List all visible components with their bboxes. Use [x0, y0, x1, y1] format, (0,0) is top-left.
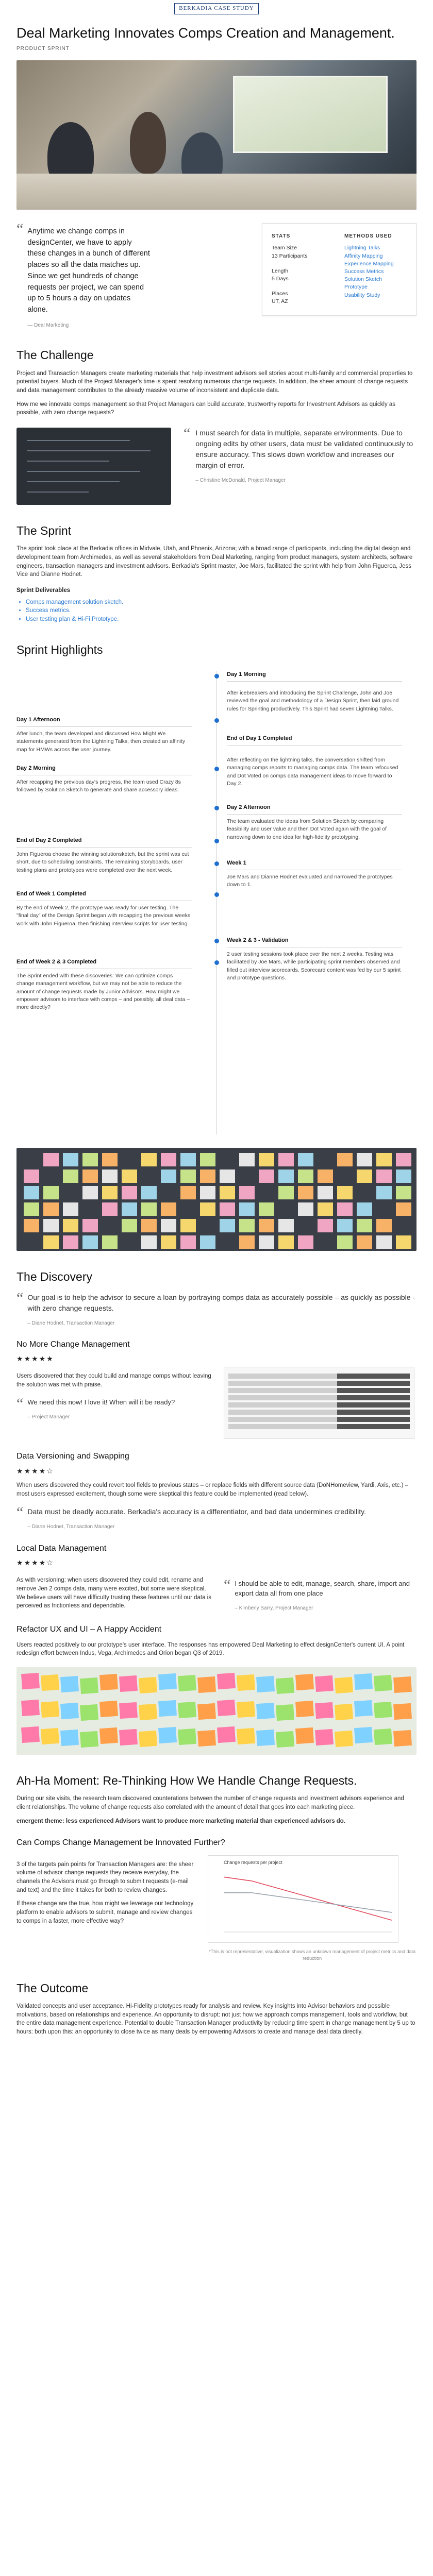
- sticky-note: [298, 1170, 313, 1183]
- challenge-paragraph: How me we innovate comps management so that Project Managers can build accurate, trustworthy reports for Investment Advisors as quickly as possible, with zero change requests?: [16, 401, 396, 416]
- sticky-note: [357, 1219, 372, 1232]
- sticky-note: [60, 1730, 79, 1746]
- challenge-paragraph: Project and Transaction Managers create marketing materials that help investment advisors sell stories about multi-family and commercial properties to potential buyers. Much of the Project Manager's time is spent resolving numerous change requests. In addition, the sheer amount of change requests and data management contributes to the already massive volume of inconsistent and duplicate data.: [16, 370, 413, 394]
- aha-paragraph: 3 of the targets pain points for Transaction Managers are: the sheer volume of advisor change requests they receive everyday, the channels the Advisors must go through to submit requests (e-mail and text) and the time it takes for both to review changes.: [16, 1861, 194, 1893]
- sticky-note: [276, 1704, 294, 1721]
- sticky-note: [102, 1235, 118, 1249]
- timeline-item: [16, 890, 192, 928]
- sticky-note: [256, 1730, 275, 1746]
- sticky-note: [376, 1186, 392, 1199]
- sticky-note: [180, 1170, 196, 1183]
- timeline-item: [227, 937, 402, 982]
- sticky-note: [43, 1153, 59, 1166]
- challenge-quote-attribution: – Christine McDonald, Project Manager: [195, 478, 286, 484]
- timeline-text: After icebreakers and introducing the Sprint Challenge, John and Joe reviewed the goal and methodology of a Design Sprint, then laid ground rules for Sprinting productively. This Sprint had seven Lightning Talks.: [227, 690, 399, 712]
- sticky-note: [43, 1235, 59, 1249]
- sticky-note: [337, 1202, 353, 1216]
- timeline-dot: [214, 767, 219, 771]
- rating-stars: ★★★★★: [16, 1354, 54, 1363]
- sticky-note: [337, 1186, 353, 1199]
- sticky-note: [357, 1153, 372, 1166]
- sticky-note: [82, 1235, 98, 1249]
- timeline-title: Day 2 Morning: [16, 765, 192, 775]
- timeline-text: The team evaluated the ideas from Solution Sketch by comparing feasibility and user value and then Dot Voted again with the goal of narrowing down to one idea for high-fidelity prototyping.: [227, 818, 387, 840]
- hero-quote-attribution: — Deal Marketing: [27, 322, 69, 328]
- sticky-note: [24, 1202, 39, 1216]
- sticky-note: [217, 1673, 236, 1689]
- sticky-note: [295, 1674, 314, 1690]
- timeline-title: End of Week 1 Completed: [16, 890, 192, 901]
- timeline-item: [227, 735, 402, 745]
- sticky-note: [295, 1727, 314, 1744]
- rating-stars: ★★★★☆: [16, 1558, 54, 1567]
- method-link[interactable]: Solution Sketch: [344, 276, 382, 283]
- sticky-note: [295, 1701, 314, 1717]
- sticky-note: [82, 1153, 98, 1166]
- hero-quote-text: Anytime we change comps in designCenter, we have to apply these changes in a bunch of different places so all the data matches up. Since we get hundreds of change requests per project, we can spend up to 5 hours a day on updates alone.: [27, 227, 150, 314]
- timeline-item: [16, 716, 192, 754]
- method-link[interactable]: Experience Mapping: [344, 260, 394, 267]
- sticky-note: [180, 1153, 196, 1166]
- sticky-note: [21, 1726, 40, 1743]
- timeline-dot: [214, 806, 219, 810]
- sticky-note: [298, 1202, 313, 1216]
- sticky-note: [80, 1704, 98, 1721]
- sticky-note: [178, 1675, 196, 1691]
- timeline-item: [227, 686, 402, 713]
- sticky-note: [376, 1170, 392, 1183]
- sticky-note: [82, 1219, 98, 1232]
- aha-subheading: Can Comps Change Management be Innovated Further?: [16, 1838, 225, 1848]
- sticky-note: [276, 1731, 294, 1748]
- mm-quote: We need this now! I love it! When will it be ready?: [27, 1398, 175, 1406]
- timeline-title: Day 2 Afternoon: [227, 804, 402, 815]
- deliverable-link[interactable]: • Comps management solution sketch.: [26, 598, 417, 607]
- timeline-dot: [214, 939, 219, 943]
- timeline-title: End of Day 2 Completed: [16, 837, 192, 848]
- sticky-note: [298, 1186, 313, 1199]
- sticky-note: [354, 1727, 373, 1743]
- stats-heading: STATS: [272, 233, 291, 239]
- sticky-note: [197, 1730, 216, 1747]
- quote-icon: “: [16, 1395, 24, 1412]
- stat-label: Length: [272, 267, 289, 274]
- timeline-text: The Sprint ended with these discoveries: We can optimize comps change management workflow, but we may not be able to reduce the amount of change requests made by Junior Advisors. How might we empower advisors to interface with comps – and possibly, all deal data – more directly?: [16, 973, 190, 1010]
- sticky-note: [122, 1170, 137, 1183]
- sticky-note: [239, 1202, 255, 1216]
- sticky-note: [122, 1219, 137, 1232]
- sticky-note: [24, 1186, 39, 1199]
- sticky-note: [102, 1153, 118, 1166]
- sticky-note: [217, 1700, 236, 1716]
- sticky-note: [139, 1704, 157, 1720]
- sticky-note: [200, 1153, 215, 1166]
- sticky-note: [139, 1677, 157, 1693]
- discovery-quote-attribution: – Diane Hodnet, Transaction Manager: [27, 1320, 115, 1326]
- sticky-note: [259, 1153, 274, 1166]
- mm-heading: No More Change Management: [16, 1340, 130, 1349]
- timeline-item: [16, 765, 192, 794]
- sticky-note: [396, 1235, 411, 1249]
- sticky-note: [21, 1700, 40, 1716]
- dv-quote-attribution: – Diane Hodnet, Transaction Manager: [27, 1524, 115, 1530]
- timeline-text: John Figueroa choose the winning solutionsketch, but the sprint was cut short, due to scheduling constraints. The remaining storyboards, user testing plans and prototypes were completed over the next week.: [16, 851, 189, 873]
- sticky-note: [63, 1153, 78, 1166]
- sticky-note: [278, 1153, 294, 1166]
- timeline-title: End of Week 2 & 3 Completed: [16, 958, 192, 969]
- sticky-note: [315, 1702, 334, 1719]
- challenge-heading: The Challenge: [16, 348, 94, 362]
- method-link[interactable]: Affinity Mapping: [344, 252, 383, 259]
- chart-title: Change requests per project: [224, 1859, 282, 1865]
- timeline-item: [16, 837, 192, 874]
- sticky-note: [41, 1701, 59, 1718]
- sticky-note: [60, 1676, 79, 1692]
- sticky-note: [237, 1728, 255, 1744]
- page-title: Deal Marketing Innovates Comps Creation and Management.: [16, 25, 395, 41]
- sticky-note: [396, 1186, 411, 1199]
- change-requests-chart: [208, 1855, 398, 1943]
- sticky-note: [396, 1153, 411, 1166]
- sticky-notes-photo: [16, 1148, 417, 1251]
- sprint-timeline: [16, 671, 417, 1134]
- sticky-note: [239, 1235, 255, 1249]
- timeline-item: [227, 753, 402, 788]
- sticky-note: [396, 1170, 411, 1183]
- sticky-note: [63, 1235, 78, 1249]
- ux-heading: Refactor UX and UI – A Happy Accident: [16, 1625, 162, 1634]
- whiteboard-photo: [16, 1667, 417, 1755]
- sticky-note: [99, 1727, 118, 1744]
- aha-theme: emergent theme: less experienced Advisors want to produce more marketing material than experienced advisors do.: [16, 1818, 346, 1824]
- quote-icon: “: [184, 425, 191, 443]
- ux-text: Users reacted positively to our prototype's user interface. The responses has empowered Deal Marketing to effect designCenter's current UI. A point redesign effort between Indus, Vega, Archimedes and Orion began Q3 of 2019.: [16, 1641, 405, 1657]
- top-bar: [16, 0, 417, 18]
- timeline-text: After reflecting on the lightning talks, the conversation shifted from managing comps reports to managing comps data. The team refocused and Dot Voted on comps data management ideas to move forward to Day 2.: [227, 757, 398, 787]
- sticky-note: [220, 1202, 235, 1216]
- sticky-note: [41, 1674, 59, 1691]
- method-link[interactable]: Prototype: [344, 284, 368, 291]
- sticky-note: [335, 1704, 353, 1720]
- sticky-note: [376, 1235, 392, 1249]
- ldm-text: As with versioning: when users discovered they could edit, rename and remove Jen 2 comps data, many were excited, but some were skeptical. We believe users will have difficulty trusting these features until our data is perceived as frictionless and dependable.: [16, 1577, 211, 1609]
- sticky-note: [315, 1675, 334, 1692]
- timeline-dot: [214, 861, 219, 866]
- ldm-quote-attribution: – Kimberly Sarry, Project Manager: [235, 1605, 313, 1611]
- deliverables-list: [16, 598, 417, 624]
- sticky-note: [220, 1186, 235, 1199]
- sticky-note: [102, 1186, 118, 1199]
- quote-icon: “: [224, 1577, 231, 1594]
- sticky-note: [259, 1170, 274, 1183]
- timeline-item: [227, 859, 402, 889]
- sticky-note: [393, 1703, 412, 1720]
- outcome-heading: The Outcome: [16, 1981, 89, 1995]
- app-screenshot: [16, 428, 171, 505]
- sticky-note: [256, 1703, 275, 1719]
- sticky-note: [141, 1235, 157, 1249]
- sticky-note: [41, 1728, 59, 1744]
- sticky-note: [24, 1219, 39, 1232]
- sticky-note: [80, 1731, 98, 1748]
- sticky-note: [141, 1202, 157, 1216]
- sticky-note: [161, 1219, 176, 1232]
- stat-value: 5 Days: [272, 276, 289, 282]
- sticky-note: [180, 1186, 196, 1199]
- method-link[interactable]: Lightning Talks: [344, 245, 380, 251]
- sticky-note: [278, 1219, 294, 1232]
- timeline-axis: [216, 671, 217, 1134]
- sticky-note: [337, 1235, 353, 1249]
- timeline-item: [227, 671, 402, 682]
- timeline-text: After recapping the previous day's progress, the team used Crazy 8s followed by Solution Sketch to generate and share accessory ideas.: [16, 779, 181, 793]
- sticky-note: [374, 1728, 392, 1745]
- sticky-note: [315, 1729, 334, 1745]
- sticky-note: [374, 1702, 392, 1718]
- timeline-text: 2 user testing sessions took place over the next 2 weeks. Testing was facilitated by Joe Mars, while participating sprint members observed and filled out interview scorecards. Scorecard content was fed by our 5 sprint and prototype questions.: [227, 951, 401, 981]
- sticky-note: [259, 1219, 274, 1232]
- sticky-note: [200, 1235, 215, 1249]
- sticky-note: [278, 1235, 294, 1249]
- sticky-note: [200, 1186, 215, 1199]
- sprint-heading: The Sprint: [16, 524, 72, 538]
- sticky-note: [393, 1730, 412, 1747]
- sticky-note: [298, 1235, 313, 1249]
- sticky-note: [318, 1170, 333, 1183]
- sticky-note: [239, 1153, 255, 1166]
- sticky-note: [376, 1153, 392, 1166]
- sticky-note: [335, 1677, 353, 1693]
- sticky-note: [376, 1219, 392, 1232]
- timeline-text: Joe Mars and Dianne Hodnet evaluated and narrowed the prototypes down to 1.: [227, 874, 393, 888]
- sticky-note: [197, 1676, 216, 1693]
- stat-label: Places: [272, 291, 288, 297]
- sticky-note: [357, 1235, 372, 1249]
- sticky-note: [357, 1202, 372, 1216]
- quote-icon: “: [16, 220, 24, 238]
- series-line: [224, 1892, 392, 1912]
- deliverable-link[interactable]: • User testing plan & Hi-Fi Prototype.: [26, 615, 417, 624]
- timeline-dot: [214, 718, 219, 723]
- sticky-note: [99, 1701, 118, 1717]
- sticky-note: [158, 1673, 177, 1690]
- timeline-title: Day 1 Morning: [227, 671, 402, 682]
- highlights-heading: Sprint Highlights: [16, 642, 103, 656]
- projector-screen: [233, 76, 388, 153]
- sticky-note: [43, 1202, 59, 1216]
- sticky-note: [99, 1674, 118, 1690]
- timeline-dot: [214, 839, 219, 843]
- sticky-note: [119, 1675, 138, 1692]
- method-link[interactable]: Success Metrics: [344, 268, 384, 275]
- sticky-note: [298, 1153, 313, 1166]
- sticky-note: [239, 1186, 255, 1199]
- sticky-note: [396, 1202, 411, 1216]
- sticky-note: [161, 1153, 176, 1166]
- case-study-badge: BERKADIA CASE STUDY: [174, 3, 259, 14]
- sticky-note: [141, 1153, 157, 1166]
- sticky-note: [139, 1731, 157, 1747]
- sticky-note: [178, 1702, 196, 1718]
- sticky-note: [335, 1731, 353, 1747]
- sticky-note: [200, 1170, 215, 1183]
- methods-heading: METHODS USED: [344, 233, 392, 239]
- dv-heading: Data Versioning and Swapping: [16, 1452, 129, 1461]
- sprint-paragraph: The sprint took place at the Berkadia offices in Midvale, Utah, and Phoenix, Arizona; with a broad range of participants, including the digital design and development team from Archimedes, as well as several stakeholders from Deal Marketing, ranging from product managers, system architects, software engineers, transaction managers and investment advisors. Berkadia's Sprint master, Joe Mars, facilitated the sprint with help from John Figueroa, Jess Vice and Dianne Hodnet.: [16, 546, 413, 578]
- challenge-quote: I must search for data in multiple, separate environments. Due to ongoing edits by other users, data must be validated continuously to ensure accuracy. This slows down workflow and increases our margin of error.: [195, 429, 413, 470]
- stat-label: Team Size: [272, 245, 297, 251]
- sticky-note: [122, 1186, 137, 1199]
- sticky-note: [278, 1170, 294, 1183]
- ldm-heading: Local Data Management: [16, 1544, 107, 1553]
- sticky-note: [357, 1170, 372, 1183]
- sticky-note: [337, 1219, 353, 1232]
- sticky-note: [161, 1202, 176, 1216]
- sticky-note: [180, 1219, 196, 1232]
- method-link[interactable]: Usability Study: [344, 292, 380, 298]
- sticky-note: [161, 1235, 176, 1249]
- sticky-note: [337, 1153, 353, 1166]
- sticky-note: [259, 1202, 274, 1216]
- sticky-note: [200, 1202, 215, 1216]
- mm-text: Users discovered that they could build and manage comps without leaving the solution was met with praise.: [16, 1373, 211, 1388]
- hero-photo: [16, 60, 417, 210]
- timeline-title: End of Day 1 Completed: [227, 735, 402, 745]
- sticky-note: [82, 1170, 98, 1183]
- timeline-dot: [214, 960, 219, 965]
- sticky-note: [82, 1186, 98, 1199]
- timeline-dot: [214, 674, 219, 679]
- sticky-note: [102, 1170, 118, 1183]
- sticky-note: [393, 1676, 412, 1693]
- sticky-note: [102, 1202, 118, 1216]
- timeline-title: Day 1 Afternoon: [16, 716, 192, 727]
- sticky-note: [354, 1700, 373, 1717]
- sticky-note: [80, 1677, 98, 1694]
- series-line: [224, 1877, 392, 1920]
- sticky-note: [60, 1703, 79, 1719]
- stat-value: UT, AZ: [272, 298, 288, 305]
- aha-paragraph: If these change are the true, how might we leverage our technology platform to enable advisors to submit, manage and review changes to comps in a faster, more effective way?: [16, 1901, 194, 1924]
- chart-caption: *This is not representative; visualization shows an unknown management of project metrics and data reduction: [209, 1949, 416, 1961]
- sticky-note: [220, 1219, 235, 1232]
- rating-stars: ★★★★☆: [16, 1466, 54, 1475]
- discovery-quote: Our goal is to help the advisor to secure a loan by portraying comps data as accurately possible – as quickly as possible - with zero change requests.: [27, 1293, 415, 1312]
- prototype-screenshot: [224, 1367, 414, 1439]
- sticky-note: [374, 1675, 392, 1691]
- person-figure: [130, 112, 166, 174]
- timeline-title: Week 1: [227, 859, 402, 870]
- sticky-note: [318, 1219, 333, 1232]
- ldm-quote: I should be able to edit, manage, search, share, import and export data all from one place: [235, 1580, 410, 1598]
- sticky-note: [178, 1728, 196, 1745]
- mm-quote-attribution: – Project Manager: [27, 1414, 70, 1420]
- stats-card: [262, 223, 417, 316]
- timeline-title: Week 2 & 3 - Validation: [227, 937, 402, 947]
- sticky-note: [21, 1673, 40, 1689]
- quote-icon: “: [16, 1289, 24, 1307]
- sticky-note: [217, 1726, 236, 1743]
- sticky-note: [122, 1202, 137, 1216]
- quote-icon: “: [16, 1504, 24, 1521]
- sticky-note: [180, 1235, 196, 1249]
- sticky-note: [119, 1729, 138, 1745]
- page-subtitle: PRODUCT SPRINT: [16, 46, 70, 52]
- sticky-note: [141, 1186, 157, 1199]
- dv-text: When users discovered they could revert tool fields to previous states – or replace fields with different source data (DoNHomeview, Yardi, Axis, etc.) – most users expressed excitement, though some were skeptical this feature could be implemented (read below).: [16, 1482, 408, 1497]
- sticky-note: [278, 1186, 294, 1199]
- dv-quote: Data must be deadly accurate. Berkadia's accuracy is a differentiator, and bad data undermines credibility.: [27, 1507, 366, 1516]
- timeline-dot: [214, 892, 219, 897]
- sticky-note: [256, 1676, 275, 1692]
- meeting-table: [16, 174, 417, 210]
- deliverables-heading: Sprint Deliverables: [16, 587, 71, 594]
- sticky-note: [318, 1202, 333, 1216]
- sticky-note: [161, 1170, 176, 1183]
- deliverable-link[interactable]: • Success metrics.: [26, 606, 417, 615]
- sticky-note: [63, 1170, 78, 1183]
- sticky-note: [119, 1702, 138, 1719]
- sticky-note: [318, 1186, 333, 1199]
- timeline-text: After lunch, the team developed and discussed How Might We statements generated from the Lightning Talks, then created an affinity map for HMWs across the user journey.: [16, 731, 186, 753]
- sticky-note: [43, 1219, 59, 1232]
- sticky-note: [237, 1674, 255, 1691]
- methods-list: [344, 244, 407, 306]
- sticky-note: [197, 1703, 216, 1720]
- timeline-item: [16, 958, 192, 1011]
- sticky-note: [259, 1235, 274, 1249]
- timeline-text: By the end of Week 2, the prototype was ready for user testing. The "final day" of the Design Sprint began with recapping the previous weeks work with John Figueroa, then finishing interview scripts for user testing.: [16, 905, 191, 927]
- discovery-heading: The Discovery: [16, 1270, 92, 1284]
- sticky-note: [141, 1219, 157, 1232]
- aha-heading: Ah-Ha Moment: Re-Thinking How We Handle Change Requests.: [16, 1774, 357, 1788]
- outcome-paragraph: Validated concepts and user acceptance. Hi-Fidelity prototypes ready for analysis and review. Key insights into Advisor behaviors and possible motivations, based on relationships and experience. An opportunity to disrupt: not just how we approach comps management, tools and workflow, but the entire data management experience. Potential to double Transaction Manager productivity by reducing time spent in change management by 5 up to hours: both upon this: an opportunity to close twice as many deals by empowering Advisors to create and manage deal data directly.: [16, 2003, 415, 2035]
- sticky-note: [63, 1219, 78, 1232]
- sticky-note: [158, 1700, 177, 1717]
- sticky-note: [158, 1727, 177, 1743]
- timeline-item: [227, 804, 402, 841]
- sticky-note: [237, 1701, 255, 1718]
- stat-value: 13 Participants: [272, 252, 308, 259]
- sticky-note: [239, 1219, 255, 1232]
- aha-paragraph: During our site visits, the research team discovered counterations between the number of change requests and investment advisors experience and client relationships. The volume of change requests also correlated with the amount of detail that goes into each marketing piece.: [16, 1795, 404, 1811]
- sticky-note: [220, 1170, 235, 1183]
- sticky-note: [43, 1186, 59, 1199]
- sticky-note: [24, 1170, 39, 1183]
- sticky-note: [276, 1677, 294, 1694]
- sticky-note: [354, 1673, 373, 1690]
- sticky-note: [63, 1202, 78, 1216]
